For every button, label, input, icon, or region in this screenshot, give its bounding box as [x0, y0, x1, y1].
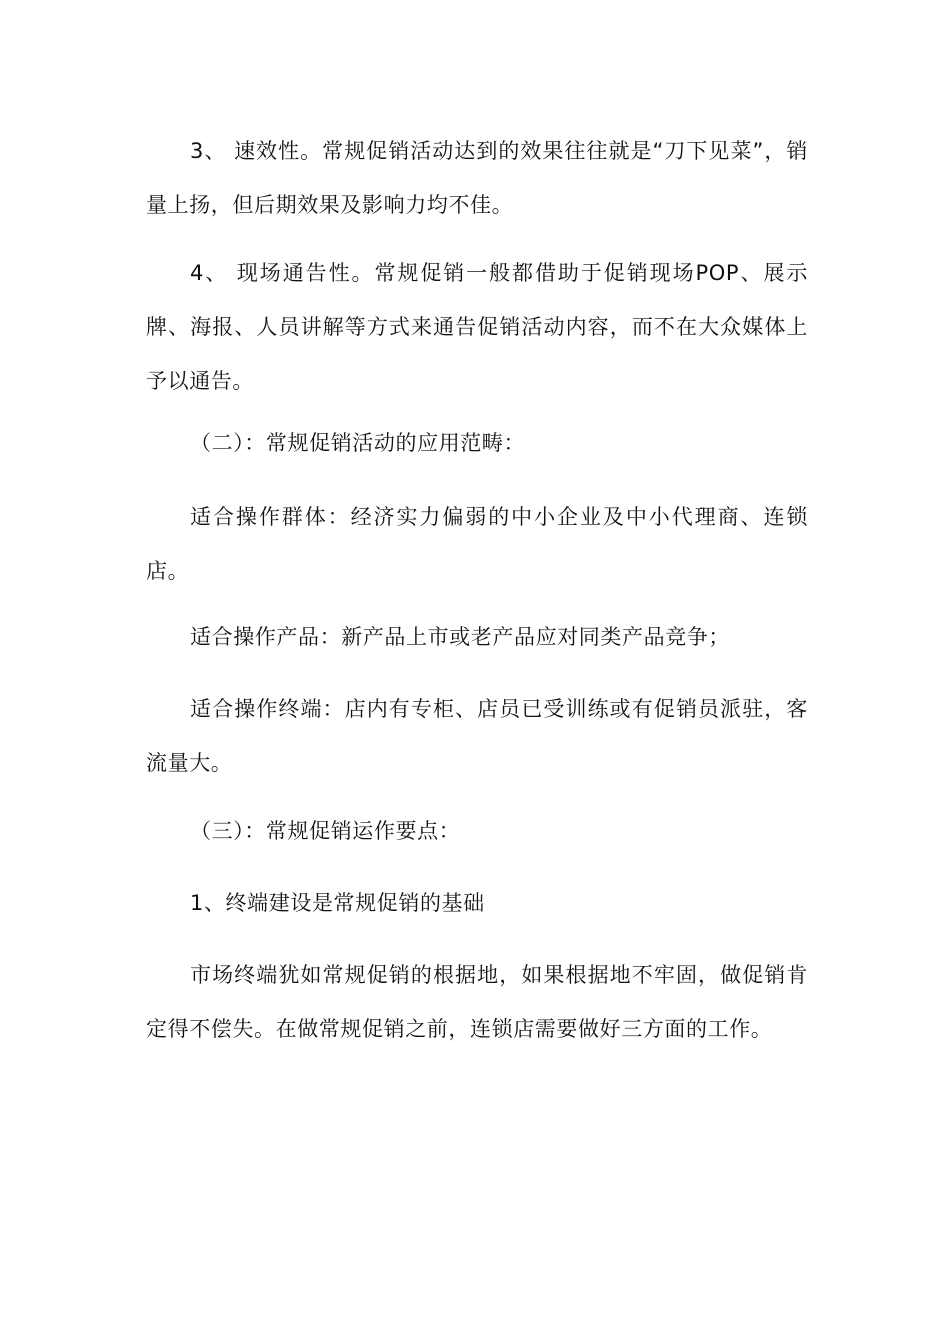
paragraph-market-terminal: 市场终端犹如常规促销的根据地，如果根据地不牢固，做促销肯定得不偿失。在做常规促销之前，连锁店需要做好三方面的工作。 — [146, 963, 808, 1041]
paragraph-onsite-notice: 4、 现场通告性。常规促销一般都借助于促销现场POP、展示牌、海报、人员讲解等方式来通告促销活动内容，而不在大众媒体上予以通告。 — [146, 261, 808, 393]
section-heading-application-scope: （二）：常规促销活动的应用范畴： — [190, 431, 526, 455]
paragraph-speed-effect: 3、 速效性。常规促销活动达到的效果往往就是“刀下见菜”，销量上扬，但后期效果及影响力均不佳。 — [146, 139, 808, 217]
paragraph-target-terminal: 适合操作终端：店内有专柜、店员已受训练或有促销员派驻，客流量大。 — [146, 697, 808, 775]
paragraph-target-product: 适合操作产品：新产品上市或老产品应对同类产品竞争； — [190, 625, 730, 649]
section-heading-key-points: （三）：常规促销运作要点： — [190, 819, 461, 843]
subheading-terminal-construction: 1、终端建设是常规促销的基础 — [190, 891, 485, 915]
paragraph-target-group: 适合操作群体：经济实力偏弱的中小企业及中小代理商、连锁店。 — [146, 505, 808, 583]
